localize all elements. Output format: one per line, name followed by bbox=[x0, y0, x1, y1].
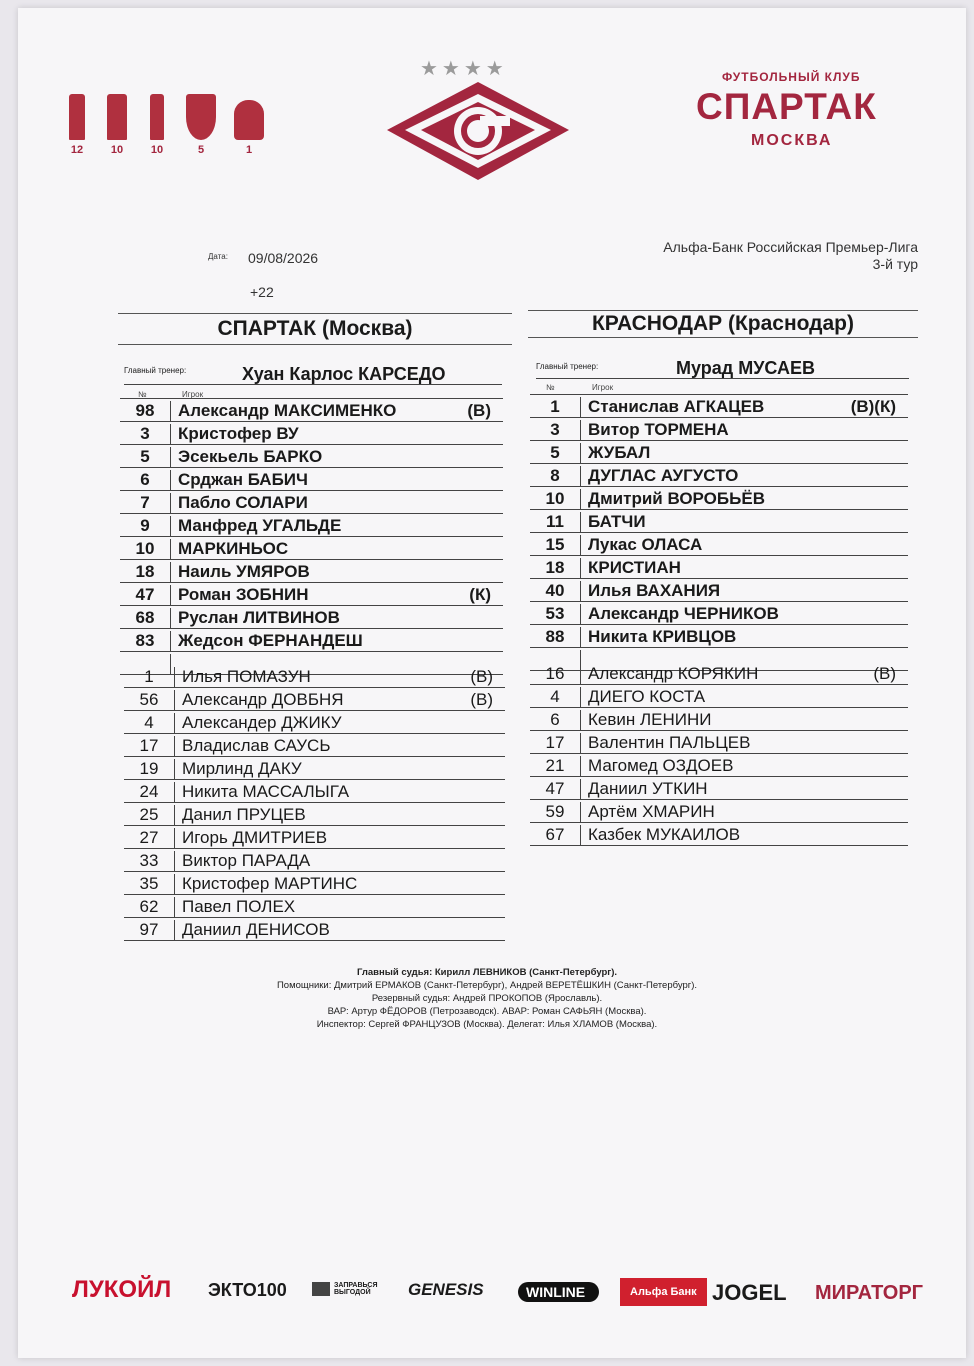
var-referees: ВАР: Артур ФЁДОРОВ (Петрозаводск). АВАР: Роман САФЬЯН (Москва). bbox=[327, 1006, 647, 1017]
player-name: МАРКИНЬОС bbox=[178, 539, 289, 558]
player-number: 18 bbox=[530, 558, 581, 578]
player-row bbox=[124, 757, 505, 780]
player-name: Витор ТОРМЕНА bbox=[588, 420, 729, 439]
sponsor-alfabank: Альфа Банк bbox=[620, 1278, 707, 1306]
player-number: 97 bbox=[124, 920, 175, 940]
player-number: 5 bbox=[120, 447, 171, 467]
player-number: 40 bbox=[530, 581, 581, 601]
player-number: 10 bbox=[530, 489, 581, 509]
player-name: Никита КРИВЦОВ bbox=[588, 627, 737, 646]
player-number: 15 bbox=[530, 535, 581, 555]
club-label: ФУТБОЛЬНЫЙ КЛУБ bbox=[722, 70, 861, 84]
player-number: 53 bbox=[530, 604, 581, 624]
player-row bbox=[530, 800, 908, 823]
star-icons: ★★★★ bbox=[420, 58, 508, 80]
player-number: 8 bbox=[530, 466, 581, 486]
round: 3-й тур bbox=[872, 256, 918, 272]
player-row bbox=[124, 803, 505, 826]
player-number: 9 bbox=[120, 516, 171, 536]
sponsor-lukoil: ЛУКОЙЛ bbox=[72, 1276, 172, 1303]
player-number: 3 bbox=[120, 424, 171, 444]
player-row bbox=[120, 514, 503, 537]
player-row bbox=[530, 662, 908, 685]
player-number: 7 bbox=[120, 493, 171, 513]
player-number: 56 bbox=[124, 690, 175, 710]
player-mark: (К) bbox=[469, 585, 491, 604]
player-row bbox=[124, 849, 505, 872]
player-row bbox=[530, 708, 908, 731]
player-number: 98 bbox=[120, 401, 171, 421]
player-row bbox=[530, 602, 908, 625]
player-name: Кристофер ВУ bbox=[178, 424, 299, 443]
player-row bbox=[124, 895, 505, 918]
player-number: 67 bbox=[530, 825, 581, 845]
player-mark: (В) bbox=[470, 667, 493, 686]
col-number: № bbox=[138, 390, 147, 399]
player-number: 18 bbox=[120, 562, 171, 582]
player-number: 21 bbox=[530, 756, 581, 776]
player-number: 27 bbox=[124, 828, 175, 848]
player-row bbox=[120, 583, 503, 606]
player-row bbox=[530, 685, 908, 708]
player-row bbox=[530, 625, 908, 648]
player-name: Жедсон ФЕРНАНДЕШ bbox=[178, 631, 363, 650]
player-row bbox=[530, 510, 908, 533]
player-row bbox=[530, 533, 908, 556]
club-city: МОСКВА bbox=[751, 132, 833, 149]
trophy-count: 12 bbox=[70, 144, 84, 156]
date-label: Дата: bbox=[208, 252, 228, 261]
assistants: Помощники: Дмитрий ЕРМАКОВ (Санкт-Петербург), Андрей ВЕРЕТЁШКИН (Санкт-Петербург). bbox=[276, 980, 698, 991]
sponsor-jogel: JOGEL bbox=[712, 1280, 787, 1305]
player-name: ДИЕГО КОСТА bbox=[588, 687, 706, 706]
player-name: Эсекьель БАРКО bbox=[178, 447, 323, 466]
coach-label: Главный тренер: bbox=[536, 362, 599, 371]
player-name: Никита МАССАЛЫГА bbox=[182, 782, 350, 801]
trophy-count: 1 bbox=[245, 144, 253, 156]
trophy-icon bbox=[64, 94, 90, 156]
player-name: Наиль УМЯРОВ bbox=[178, 562, 310, 581]
player-name: Мирлинд ДАКУ bbox=[182, 759, 302, 778]
player-name: ЖУБАЛ bbox=[588, 443, 651, 462]
player-row bbox=[124, 872, 505, 895]
player-number: 19 bbox=[124, 759, 175, 779]
home-coach-row bbox=[124, 360, 502, 385]
player-name: Павел ПОЛЕХ bbox=[182, 897, 296, 916]
player-row bbox=[120, 606, 503, 629]
player-row bbox=[530, 731, 908, 754]
player-name: Кевин ЛЕНИНИ bbox=[588, 710, 712, 729]
trophy-count: 5 bbox=[197, 144, 205, 156]
player-number: 11 bbox=[530, 512, 581, 532]
trophy-row bbox=[64, 94, 266, 156]
player-number: 4 bbox=[124, 713, 175, 733]
league-name: Альфа-Банк Российская Премьер-Лига bbox=[663, 239, 918, 255]
player-number: 1 bbox=[530, 397, 581, 417]
home-team-name: СПАРТАК (Москва) bbox=[118, 313, 512, 345]
player-number: 25 bbox=[124, 805, 175, 825]
player-name: Манфред УГАЛЬДЕ bbox=[178, 516, 342, 535]
player-row bbox=[530, 441, 908, 464]
player-name: Владислав САУСЬ bbox=[182, 736, 331, 755]
player-name: КРИСТИАН bbox=[588, 558, 681, 577]
player-row bbox=[530, 464, 908, 487]
player-number: 6 bbox=[530, 710, 581, 730]
inspector-delegate: Инспектор: Сергей ФРАНЦУЗОВ (Москва). Делегат: Илья ХЛАМОВ (Москва). bbox=[316, 1019, 658, 1030]
player-number: 88 bbox=[530, 627, 581, 647]
player-row bbox=[124, 826, 505, 849]
temperature: +22 bbox=[250, 284, 274, 300]
player-mark: (В) bbox=[873, 664, 896, 683]
player-name: Магомед ОЗДОЕВ bbox=[588, 756, 734, 775]
col-player: Игрок bbox=[182, 390, 204, 399]
player-row bbox=[124, 711, 505, 734]
player-name: Игорь ДМИТРИЕВ bbox=[182, 828, 328, 847]
club-name: СПАРТАК bbox=[696, 86, 877, 127]
player-row bbox=[530, 754, 908, 777]
sponsor-ekto: ЭКТО100 bbox=[208, 1280, 287, 1300]
col-player: Игрок bbox=[592, 383, 614, 392]
player-number: 5 bbox=[530, 443, 581, 463]
player-number: 1 bbox=[124, 667, 175, 687]
player-name: ДУГЛАС АУГУСТО bbox=[588, 466, 739, 485]
player-name: Александр ЧЕРНИКОВ bbox=[588, 604, 779, 623]
player-mark: (В) bbox=[467, 401, 491, 420]
trophy-icon bbox=[184, 94, 218, 156]
player-number: 59 bbox=[530, 802, 581, 822]
player-number: 33 bbox=[124, 851, 175, 871]
player-name: Александр ДОВБНЯ bbox=[182, 690, 344, 709]
player-name: Валентин ПАЛЬЦЕВ bbox=[588, 733, 751, 752]
player-name: Дмитрий ВОРОБЬЁВ bbox=[588, 489, 765, 508]
col-number: № bbox=[546, 383, 555, 392]
player-number: 35 bbox=[124, 874, 175, 894]
player-name: Станислав АГКАЦЕВ bbox=[588, 397, 765, 416]
officials bbox=[0, 966, 974, 1031]
player-row bbox=[530, 395, 908, 418]
player-number: 17 bbox=[530, 733, 581, 753]
player-number: 47 bbox=[120, 585, 171, 605]
sponsor-winline: WINLINE bbox=[518, 1282, 599, 1302]
sponsor-genesis: GENESIS bbox=[408, 1280, 484, 1299]
home-subs bbox=[124, 665, 505, 941]
player-row bbox=[124, 734, 505, 757]
player-row bbox=[120, 422, 503, 445]
player-number: 3 bbox=[530, 420, 581, 440]
player-row bbox=[120, 468, 503, 491]
away-coach-row bbox=[536, 356, 909, 379]
player-name: Александр МАКСИМЕНКО bbox=[178, 401, 397, 420]
player-row bbox=[530, 579, 908, 602]
player-number: 24 bbox=[124, 782, 175, 802]
away-subs bbox=[530, 662, 908, 846]
player-name: Данил ПРУЦЕВ bbox=[182, 805, 306, 824]
player-row bbox=[530, 418, 908, 441]
player-row bbox=[120, 491, 503, 514]
reserve-referee: Резервный судья: Андрей ПРОКОПОВ (Ярославль). bbox=[371, 993, 603, 1004]
player-name: Кристофер МАРТИНС bbox=[182, 874, 358, 893]
player-row bbox=[120, 537, 503, 560]
player-row bbox=[120, 399, 503, 422]
away-starters bbox=[530, 394, 908, 671]
referee: Главный судья: Кирилл ЛЕВНИКОВ (Санкт-Петербург). bbox=[356, 967, 618, 978]
trophy-icon bbox=[232, 94, 266, 156]
player-row bbox=[530, 823, 908, 846]
player-row bbox=[530, 777, 908, 800]
player-name: Илья ПОМАЗУН bbox=[182, 667, 311, 686]
player-number: 10 bbox=[120, 539, 171, 559]
home-starters bbox=[120, 398, 503, 675]
player-number: 6 bbox=[120, 470, 171, 490]
player-row bbox=[530, 487, 908, 510]
spartak-logo-icon bbox=[383, 80, 573, 184]
sponsor-bar bbox=[0, 1276, 974, 1316]
player-mark: (В)(К) bbox=[850, 397, 896, 416]
player-number: 62 bbox=[124, 897, 175, 917]
player-number: 16 bbox=[530, 664, 581, 684]
player-name: Даниил ДЕНИСОВ bbox=[182, 920, 330, 939]
player-number: 4 bbox=[530, 687, 581, 707]
player-name: Руслан ЛИТВИНОВ bbox=[178, 608, 340, 627]
away-coach: Мурад МУСАЕВ bbox=[676, 358, 815, 378]
player-name: Александр КОРЯКИН bbox=[588, 664, 759, 683]
player-row bbox=[124, 918, 505, 941]
player-row bbox=[120, 445, 503, 468]
player-name: БАТЧИ bbox=[588, 512, 646, 531]
player-row bbox=[124, 780, 505, 803]
player-name: Артём ХМАРИН bbox=[588, 802, 715, 821]
player-row bbox=[120, 629, 503, 652]
trophy-count: 10 bbox=[110, 144, 124, 156]
trophy-icon bbox=[104, 94, 130, 156]
match-date: 09/08/2026 bbox=[248, 250, 319, 266]
player-name: Казбек МУКАИЛОВ bbox=[588, 825, 741, 844]
player-name: Александер ДЖИКУ bbox=[182, 713, 342, 732]
player-row bbox=[124, 688, 505, 711]
player-name: Илья ВАХАНИЯ bbox=[588, 581, 721, 600]
player-mark: (В) bbox=[470, 690, 493, 709]
away-team-name: КРАСНОДАР (Краснодар) bbox=[528, 310, 918, 338]
home-coach: Хуан Карлос КАРСЕДО bbox=[242, 364, 446, 384]
player-name: Срджан БАБИЧ bbox=[178, 470, 308, 489]
player-name: Даниил УТКИН bbox=[588, 779, 708, 798]
player-name: Лукас ОЛАСА bbox=[588, 535, 703, 554]
sponsor-miratorg: МИРАТОРГ bbox=[815, 1282, 924, 1304]
player-number: 83 bbox=[120, 631, 171, 651]
player-name: Виктор ПАРАДА bbox=[182, 851, 311, 870]
player-row bbox=[530, 556, 908, 579]
player-number: 47 bbox=[530, 779, 581, 799]
player-row bbox=[124, 665, 505, 688]
coach-label: Главный тренер: bbox=[124, 366, 187, 375]
player-name: Пабло СОЛАРИ bbox=[178, 493, 308, 512]
sponsor-zapravsya: ЗАПРАВЬСЯ ВЫГОДОЙ bbox=[312, 1282, 406, 1296]
player-number: 17 bbox=[124, 736, 175, 756]
trophy-icon bbox=[144, 94, 170, 156]
trophy-count: 10 bbox=[150, 144, 164, 156]
player-row bbox=[120, 560, 503, 583]
player-name: Роман ЗОБНИН bbox=[178, 585, 309, 604]
player-number: 68 bbox=[120, 608, 171, 628]
